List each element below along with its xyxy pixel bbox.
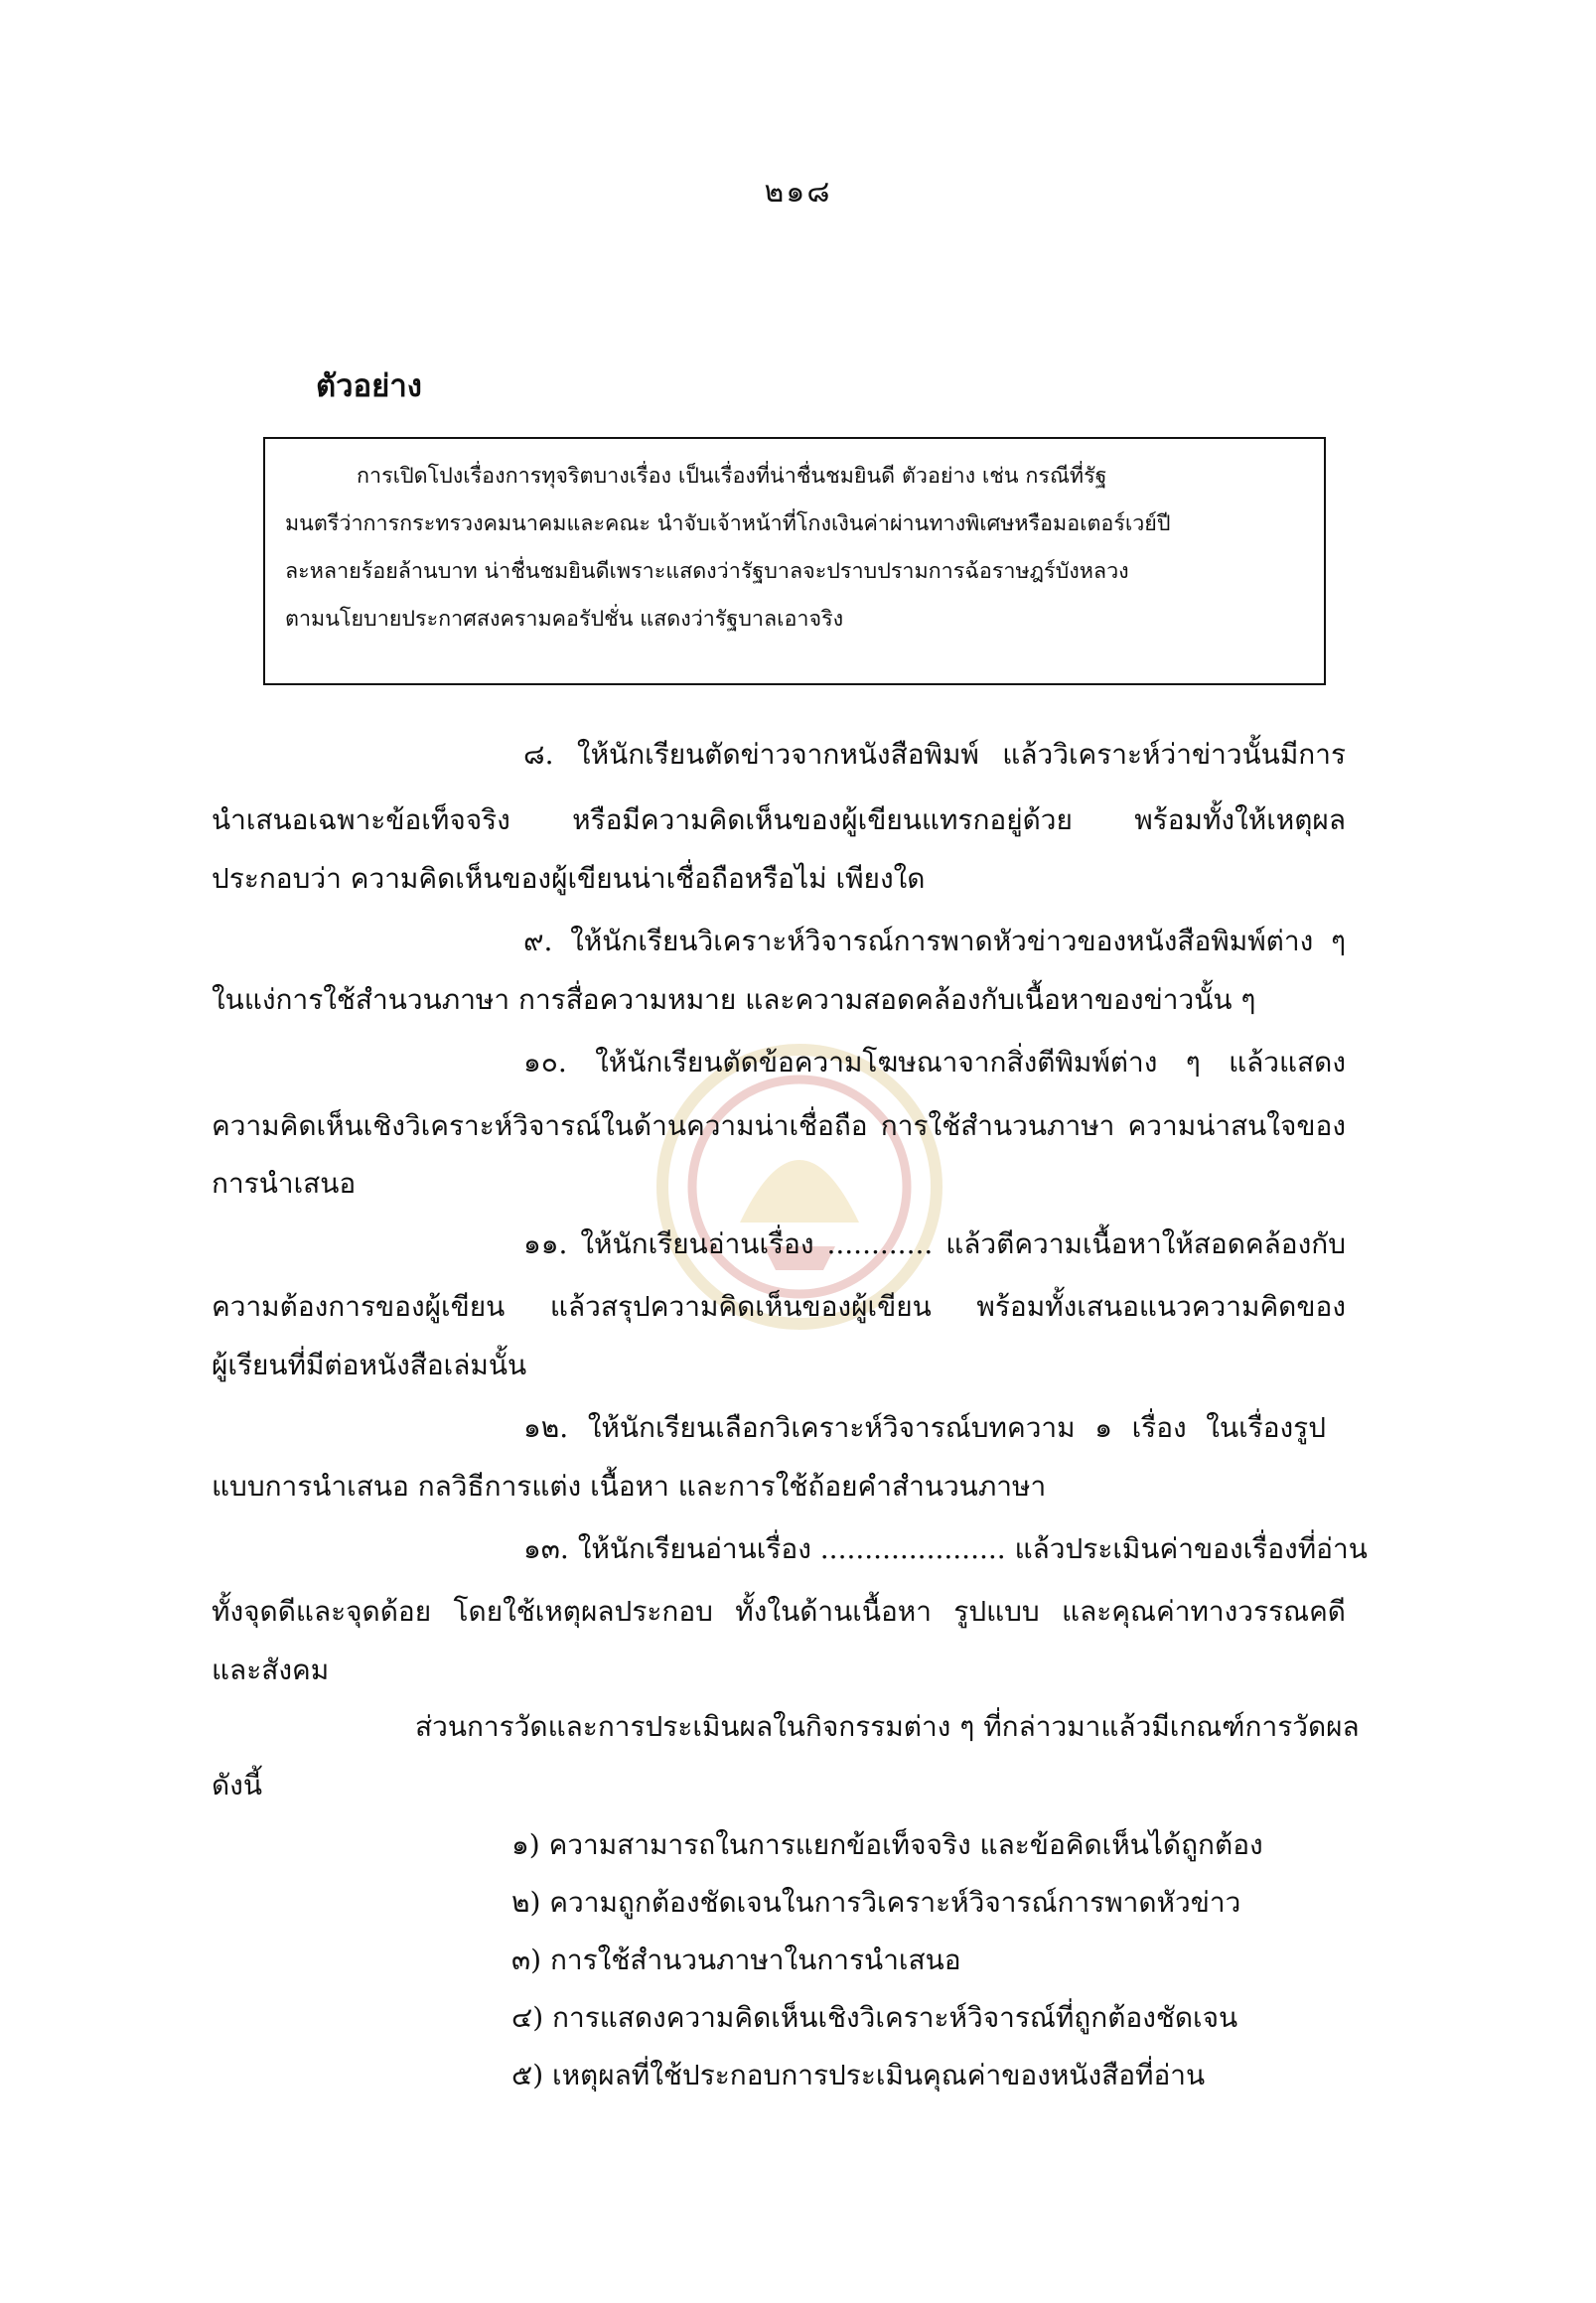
body-line: ความคิดเห็นเชิงวิเคราะห์วิจารณ์ในด้านความน่าเชื่อถือ การใช้สำนวนภาษา ความน่าสนใจของ [212,1109,1346,1142]
example-line: มนตรีว่าการกระทรวงคมนาคมและคณะ นำจับเจ้าหน้าที่โกงเงินค่าผ่านทางพิเศษหรือมอเตอร์เวย์ปี [285,511,1171,536]
body-line: ทั้งจุดดีและจุดด้อย โดยใช้เหตุผลประกอบ ทั้งในด้านเนื้อหา รูปแบบ และคุณค่าทางวรรณคดี [212,1595,1346,1628]
body-line: ๙. ให้นักเรียนวิเคราะห์วิจารณ์การพาดหัวข่าวของหนังสือพิมพ์ต่าง ๆ [523,925,1346,957]
body-line: และสังคม [212,1654,330,1686]
criteria-item: ๓) การใช้สำนวนภาษาในการนำเสนอ [511,1943,961,1976]
body-line: ๑๓. ให้นักเรียนอ่านเรื่อง ..................... แล้วประเมินค่าของเรื่องที่อ่าน [523,1532,1368,1565]
example-line: ละหลายร้อยล้านบาท น่าชื่นชมยินดีเพราะแสดงว่ารัฐบาลจะปราบปรามการฉ้อราษฎร์บังหลวง [285,559,1129,584]
body-line: นำเสนอเฉพาะข้อเท็จจริง หรือมีความคิดเห็นของผู้เขียนแทรกอยู่ด้วย พร้อมทั้งให้เหตุผล [212,803,1346,836]
body-line: การนำเสนอ [212,1167,357,1200]
body-line: ดังนี้ [212,1769,262,1801]
body-line: ๑๒. ให้นักเรียนเลือกวิเคราะห์วิจารณ์บทความ ๑ เรื่อง ในเรื่องรูป [523,1411,1326,1444]
criteria-item: ๕) เหตุผลที่ใช้ประกอบการประเมินคุณค่าของหนังสือที่อ่าน [511,2059,1206,2091]
body-line: ความต้องการของผู้เขียน แล้วสรุปความคิดเห็นของผู้เขียน พร้อมทั้งเสนอแนวความคิดของ [212,1290,1346,1323]
criteria-item: ๒) ความถูกต้องชัดเจนในการวิเคราะห์วิจารณ์การพาดหัวข่าว [511,1886,1241,1919]
example-heading: ตัวอย่าง [316,368,422,404]
body-line: ผู้เรียนที่มีต่อหนังสือเล่มนั้น [212,1349,527,1381]
example-box [263,437,1326,685]
body-line: แบบการนำเสนอ กลวิธีการแต่ง เนื้อหา และการใช้ถ้อยคำสำนวนภาษา [212,1470,1047,1503]
body-line: ๑๑. ให้นักเรียนอ่านเรื่อง ............ แล้วตีความเนื้อหาให้สอดคล้องกับ [523,1227,1346,1260]
body-line: ส่วนการวัดและการประเมินผลในกิจกรรมต่าง ๆ ที่กล่าวมาแล้วมีเกณฑ์การวัดผล [415,1710,1360,1743]
body-line: ๑๐. ให้นักเรียนตัดข้อความโฆษณาจากสิ่งตีพิมพ์ต่าง ๆ แล้วแสดง [523,1046,1346,1079]
page-number: ๒๑๘ [764,175,832,210]
body-line: ในแง่การใช้สำนวนภาษา การสื่อความหมาย และความสอดคล้องกับเนื้อหาของข่าวนั้น ๆ [212,983,1256,1016]
body-line: ๘. ให้นักเรียนตัดข่าวจากหนังสือพิมพ์ แล้ววิเคราะห์ว่าข่าวนั้นมีการ [523,738,1346,771]
example-line: การเปิดโปงเรื่องการทุจริตบางเรื่อง เป็นเรื่องที่น่าชื่นชมยินดี ตัวอย่าง เช่น กรณีที่รัฐ [357,464,1107,489]
body-line: ประกอบว่า ความคิดเห็นของผู้เขียนน่าเชื่อถือหรือไม่ เพียงใด [212,862,926,895]
criteria-item: ๔) การแสดงความคิดเห็นเชิงวิเคราะห์วิจารณ์ที่ถูกต้องชัดเจน [511,2001,1238,2034]
example-line: ตามนโยบายประกาศสงครามคอรัปชั่น แสดงว่ารัฐบาลเอาจริง [285,607,844,632]
criteria-item: ๑) ความสามารถในการแยกข้อเท็จจริง และข้อคิดเห็นได้ถูกต้อง [511,1828,1263,1861]
